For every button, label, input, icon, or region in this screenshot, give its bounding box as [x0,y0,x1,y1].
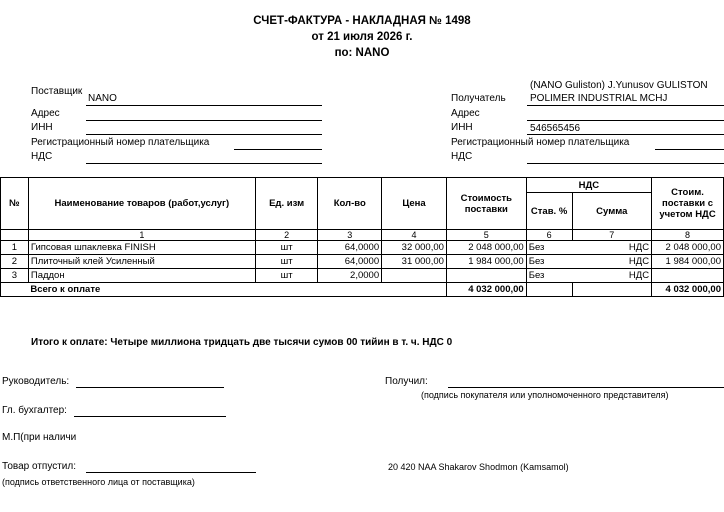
manager-label: Руководитель: [2,376,70,387]
header-unit: Ед. изм [255,178,318,230]
received-note: (подпись покупателя или уполномоченного представителя) [421,390,669,400]
header-price: Цена [382,178,447,230]
buyer-inn-label: ИНН [451,122,473,133]
header-cost: Стоимость поставки [446,178,526,230]
row-vat-sum: НДС [572,255,652,269]
document-basis: по: NANO [334,47,390,59]
document-title: СЧЕТ-ФАКТУРА - НАКЛАДНАЯ № 1498 [253,15,471,27]
buyer-vat-label: НДС [451,151,473,162]
row-price [382,269,447,283]
col-number-2: 2 [255,230,318,241]
header-name: Наименование товаров (работ,услуг) [28,178,255,230]
column-number-row [1,230,724,241]
row-vat-sum: НДС [572,241,652,255]
buyer-inn-underline [527,134,724,135]
supplier-address-label: Адрес [31,108,60,119]
row-cost: 2 048 000,00 [446,241,526,255]
buyer-underline [527,105,724,106]
row-name: Плиточный клей Усиленный [28,255,255,269]
row-total: 1 984 000,00 [652,255,724,269]
received-signature-line [448,387,724,388]
header-total: Стоим. поставки с учетом НДС [652,178,724,230]
buyer-address-underline [527,120,724,121]
released-note: (подпись ответственного лица от поставщика) [2,477,195,487]
supplier-label: Поставщик [31,86,83,97]
supplier-underline [86,105,322,106]
buyer-vat-underline [527,163,724,164]
stamp-label: М.П(при наличи [2,432,77,443]
row-no: 2 [1,255,29,269]
buyer-reg-label: Регистрационный номер плательщика [451,137,630,148]
carrier-info: 20 420 NAA Shakarov Shodmon (Kamsamol) [388,462,569,472]
row-cost: 1 984 000,00 [446,255,526,269]
col-number-7: 7 [572,230,652,241]
row-total: 2 048 000,00 [652,241,724,255]
col-number-3: 3 [318,230,382,241]
col-number-8: 8 [652,230,724,241]
row-unit: шт [255,255,318,269]
buyer-inn-value: 546565456 [530,123,581,134]
row-vat-rate: Без [526,255,572,269]
total-row-label: Всего к оплате [28,283,446,297]
total-row [1,283,724,297]
total-row-vat-sum [572,283,652,297]
total-row-empty [1,283,29,297]
row-vat-rate: Без [526,269,572,283]
supplier-value: NANO [88,93,117,104]
header-no: № [1,178,29,230]
header-vat-sum: Сумма [572,193,652,230]
row-cost [446,269,526,283]
accountant-signature-line [74,416,226,417]
buyer-top-note: (NANO Guliston) J.Yunusov GULISTON [530,80,708,91]
row-price: 31 000,00 [382,255,447,269]
buyer-address-label: Адрес [451,108,480,119]
buyer-value: POLIMER INDUSTRIAL MCHJ [530,93,668,104]
col-number-5: 5 [446,230,526,241]
total-row-vat-rate [526,283,572,297]
row-name: Гипсовая шпаклевка FINISH [28,241,255,255]
total-row-cost: 4 032 000,00 [446,283,526,297]
col-number-empty [1,230,29,241]
supplier-address-underline [86,120,322,121]
row-qty: 64,0000 [318,255,382,269]
table-row [1,255,724,269]
supplier-inn-label: ИНН [31,122,53,133]
table-row [1,241,724,255]
released-signature-line [86,472,256,473]
col-number-1: 1 [28,230,255,241]
header-qty: Кол-во [318,178,382,230]
supplier-inn-underline [86,134,322,135]
supplier-vat-label: НДС [31,151,53,162]
row-total [652,269,724,283]
row-no: 1 [1,241,29,255]
row-vat-rate: Без [526,241,572,255]
buyer-reg-underline [655,149,724,150]
goods-table [0,177,724,297]
supplier-reg-underline [234,149,322,150]
released-label: Товар отпустил: [2,461,76,472]
table-header-row [1,178,724,193]
total-row-total: 4 032 000,00 [652,283,724,297]
supplier-reg-label: Регистрационный номер плательщика [31,137,210,148]
header-vat-rate: Став. % [526,193,572,230]
buyer-label: Получатель [451,93,506,104]
row-price: 32 000,00 [382,241,447,255]
manager-signature-line [76,387,224,388]
header-vat-group: НДС [526,178,651,193]
row-name: Паддон [28,269,255,283]
row-unit: шт [255,269,318,283]
row-vat-sum: НДС [572,269,652,283]
table-row [1,269,724,283]
received-label: Получил: [385,376,428,387]
col-number-6: 6 [526,230,572,241]
accountant-label: Гл. бухгалтер: [2,405,67,416]
supplier-vat-underline [86,163,322,164]
row-qty: 64,0000 [318,241,382,255]
payment-summary: Итого к оплате: Четыре миллиона тридцать две тысячи сумов 00 тийин в т. ч. НДС 0 [31,337,453,348]
row-no: 3 [1,269,29,283]
col-number-4: 4 [382,230,447,241]
document-date: от 21 июля 2026 г. [311,31,413,43]
row-unit: шт [255,241,318,255]
row-qty: 2,0000 [318,269,382,283]
